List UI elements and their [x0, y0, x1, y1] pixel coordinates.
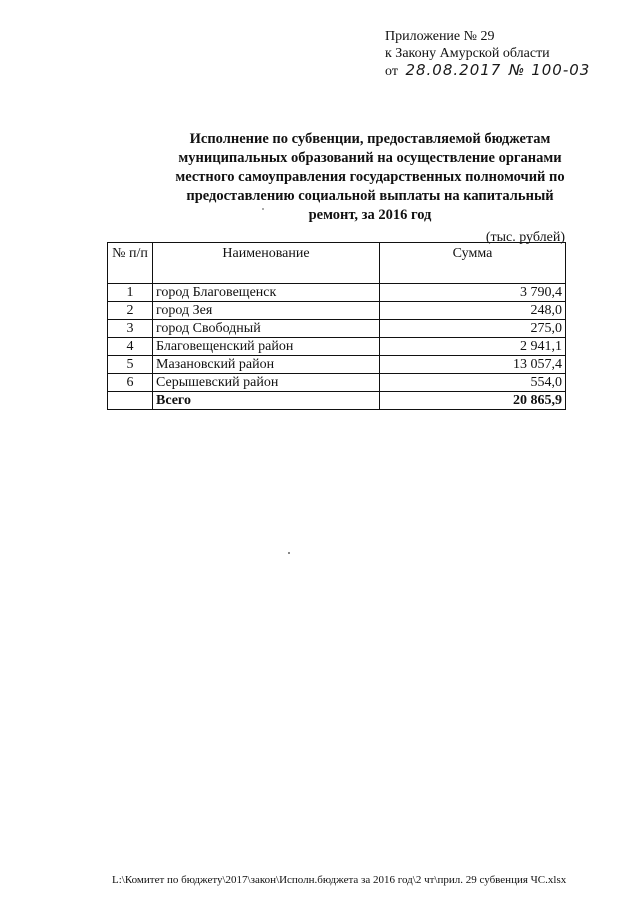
handwritten-number: № 100-03: [508, 61, 591, 79]
scan-speck: [262, 208, 264, 210]
row-num: 6: [108, 374, 153, 392]
row-name: город Благовещенск: [153, 284, 380, 302]
table-row: [108, 338, 566, 356]
date-prefix: от: [385, 64, 398, 79]
table-row: [108, 356, 566, 374]
row-sum: 248,0: [380, 302, 566, 320]
total-sum: 20 865,9: [380, 392, 566, 410]
row-sum: 554,0: [380, 374, 566, 392]
handwritten-date: 28.08.2017: [405, 61, 502, 79]
units-label: (тыс. рублей): [485, 230, 565, 245]
row-name: город Зея: [153, 302, 380, 320]
scan-speck: [288, 552, 290, 554]
row-name: Благовещенский район: [153, 338, 380, 356]
title-line: предоставлению социальной выплаты на капитальный: [186, 188, 554, 204]
appendix-law: к Закону Амурской области: [385, 46, 550, 61]
row-sum: 3 790,4: [380, 284, 566, 302]
row-name: Серышевский район: [153, 374, 380, 392]
row-num: 3: [108, 320, 153, 338]
row-num: 2: [108, 302, 153, 320]
title-line: местного самоуправления государственных полномочий по: [175, 169, 565, 185]
table-header-row: [108, 243, 566, 284]
header-sum: Сумма: [380, 243, 566, 284]
row-num: 1: [108, 284, 153, 302]
row-num: 5: [108, 356, 153, 374]
file-path-footer: L:\Комитет по бюджету\2017\закон\Исполн.бюджета за 2016 год\2 чт\прил. 29 субвенция ЧС.xlsx: [112, 874, 567, 886]
document-title: [150, 130, 590, 225]
table-row: [108, 284, 566, 302]
appendix-header: [385, 28, 590, 80]
total-label: Всего: [153, 392, 380, 410]
appendix-date-line: [385, 62, 590, 80]
row-name: город Свободный: [153, 320, 380, 338]
row-num: 4: [108, 338, 153, 356]
title-line: ремонт, за 2016 год: [308, 207, 432, 223]
table-row: [108, 374, 566, 392]
row-sum: 13 057,4: [380, 356, 566, 374]
header-name: Наименование: [153, 243, 380, 284]
row-sum: 275,0: [380, 320, 566, 338]
appendix-number: Приложение № 29: [385, 29, 495, 44]
table-row: [108, 320, 566, 338]
total-num-empty: [108, 392, 153, 410]
row-name: Мазановский район: [153, 356, 380, 374]
total-row: [108, 392, 566, 410]
title-line: муниципальных образований на осуществление органами: [178, 150, 562, 166]
title-line: Исполнение по субвенции, предоставляемой бюджетам: [189, 131, 551, 147]
header-num: № п/п: [108, 243, 153, 284]
subvention-table: [107, 242, 566, 410]
table-row: [108, 302, 566, 320]
row-sum: 2 941,1: [380, 338, 566, 356]
